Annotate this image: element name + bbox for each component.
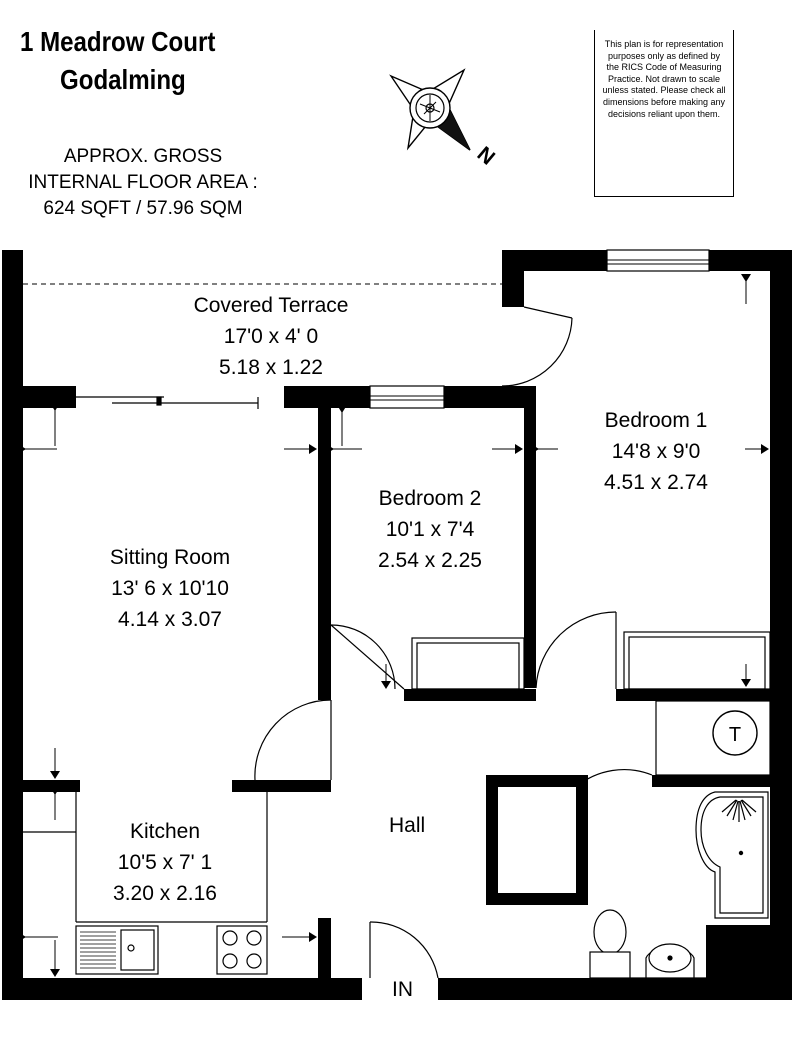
sliding-door (76, 397, 258, 409)
room-name: Bedroom 2 (378, 487, 482, 510)
room-bedroom-1 (604, 405, 708, 498)
hob-icon (217, 926, 267, 974)
windows (370, 250, 709, 408)
compass-icon (391, 70, 470, 150)
room-dimensions-imperial: 10'1 x 7'4 (385, 518, 475, 541)
address-line-2: Godalming (60, 64, 186, 95)
sink-icon (80, 932, 116, 968)
room-dimensions-metric: 5.18 x 1.22 (219, 356, 323, 379)
floor-area-line-2: INTERNAL FLOOR AREA : (28, 172, 258, 193)
room-dimensions-imperial: 17'0 x 4' 0 (223, 325, 319, 348)
room-dimensions-metric: 4.14 x 3.07 (118, 608, 222, 631)
room-bedroom-2 (378, 483, 482, 576)
entrance-label: IN (392, 978, 413, 1001)
room-name: Sitting Room (109, 546, 231, 569)
room-dimensions-metric: 4.51 x 2.74 (604, 471, 708, 494)
room-dimensions-imperial: 10'5 x 7' 1 (117, 851, 213, 874)
toilet-icon (590, 910, 630, 978)
room-name: Covered Terrace (193, 294, 349, 317)
address-line-1: 1 Meadrow Court (20, 26, 216, 57)
room-dimensions-metric: 2.54 x 2.25 (378, 549, 482, 572)
room-dimensions-imperial: 14'8 x 9'0 (611, 440, 701, 463)
room-dimensions-imperial: 13' 6 x 10'10 (111, 577, 229, 600)
basin-icon (630, 944, 706, 978)
floor-area-line-1: APPROX. GROSS (63, 146, 223, 167)
room-sitting-room (110, 542, 230, 635)
wardrobes (412, 632, 770, 775)
tank-label: T (728, 724, 742, 746)
room-dimensions-metric: 3.20 x 2.16 (113, 882, 217, 905)
disclaimer-box: This plan is for representation purposes only as defined by the RICS Code of Measuring Practice. Not drawn to scale unless stated. Please check all dimensions before making any decisions reliant upon them. (594, 30, 734, 197)
room-covered-terrace (194, 290, 349, 383)
floor-area-line-3: 624 SQFT / 57.96 SQM (43, 198, 243, 219)
room-kitchen (113, 816, 217, 909)
room-name: Kitchen (129, 820, 201, 843)
room-name: Bedroom 1 (604, 409, 708, 432)
room-hall: Hall (389, 814, 426, 837)
compass-label: N (472, 142, 500, 170)
bath-icon (696, 792, 768, 918)
